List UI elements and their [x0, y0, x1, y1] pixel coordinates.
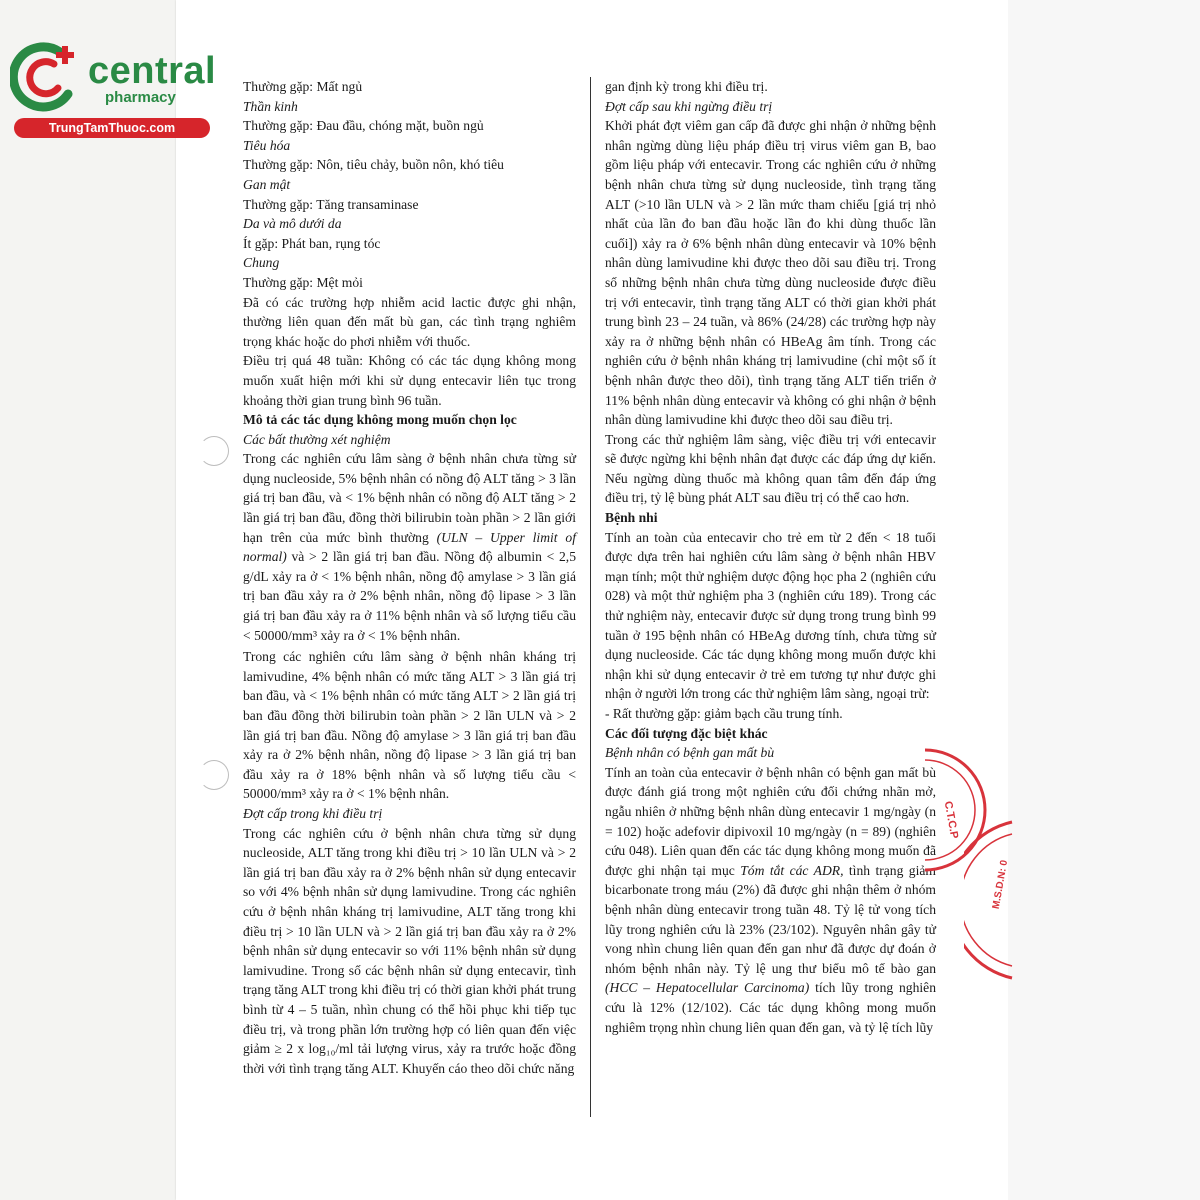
paragraph-text: tình trạng giảm bicarbonate trong máu (2%) đã được ghi nhận thêm ở nhóm bệnh nhân dùng entecavir trong tuần 48. Tỷ lệ tử vong tích lũy trong nghiên cứu là 23% (23/102). Nguyên nhân gây tử vong nhìn chung liên quan đến gan như đã được dự đoán ở nhóm bệnh nhân này. Tỷ lệ ung thư biểu mô tế bào gan	[605, 862, 936, 976]
paragraph-text: Tính an toàn của entecavir ở bệnh nhân có bệnh gan mất bù được đánh giá trong một nghiên cứu đối chứng nhãn mở, ngẫu nhiên ở những bệnh nhân dùng entecavir 1 mg/ngày (n = 102) hoặc adefovir dipivoxil 10 mg/ngày (n = 89) (nghiên cứu 048). Liên quan đến các tác dụng không mong muốn đã được ghi nhận tại mục	[605, 764, 936, 878]
right-column	[605, 77, 936, 1037]
text-line: Thường gặp: Mệt mỏi	[243, 274, 363, 290]
italic-text: (HCC – Hepatocellular Carcinoma)	[605, 980, 810, 996]
text-line: Ít gặp: Phát ban, rụng tóc	[243, 235, 381, 251]
section-heading: Chung	[243, 255, 280, 271]
paragraph	[605, 763, 936, 1037]
bold-heading: Bệnh nhi	[605, 510, 658, 526]
italic-text: (ULN – Upper limit of normal)	[243, 529, 576, 565]
paragraph	[243, 449, 576, 645]
paragraph: Khởi phát đợt viêm gan cấp đã được ghi nhận ở những bệnh nhân ngừng dùng liệu pháp điều trị virus viêm gan B, bao gồm liệu pháp với entecavir. Trong các nghiên cứu ở những bệnh nhân chưa từng sử dụng nucleoside, tình trạng tăng ALT (>10 lần ULN và > 2 lần mức tham chiếu [giá trị nhỏ nhất của lần đo ban đầu hoặc lần đo khi dùng thuốc lần cuối]) xảy ra ở 6% bệnh nhân dùng entecavir và 10% bệnh nhân dùng lamivudine khi được theo dõi sau điều trị. Trong số những bệnh nhân chưa từng dùng nucleoside được điều trị với entecavir, tình trạng tăng ALT có thời gian khởi phát trung bình 23 – 24 tuần, và 86% (24/28) các trường hợp này xảy ra ở những bệnh nhân có HBeAg âm tính. Trong các nghiên cứu ở bệnh nhân kháng trị lamivudine (chỉ một số ít bệnh nhân được theo dõi), tình trạng tăng ALT tiến triển ở 11% bệnh nhân dùng entecavir và không có ghi nhận ở bệnh nhân dùng lamivudine khi được theo dõi sau điều trị.	[605, 118, 936, 428]
logo-subtitle: pharmacy	[105, 89, 176, 106]
paragraph: Điều trị quá 48 tuần: Không có các tác dụng không mong muốn xuất hiện mới khi sử dụng entecavir liên tục trong khoảng thời gian trung bình 96 tuần.	[243, 353, 576, 408]
text-line: Thường gặp: Tăng transaminase	[243, 196, 419, 212]
text-line: Thường gặp: Mất ngủ	[243, 79, 363, 94]
stamp-text: C.T.C.P	[941, 800, 961, 840]
text-line: Thường gặp: Nôn, tiêu chảy, buồn nôn, khó tiêu	[243, 157, 504, 173]
text-line: gan định kỳ trong khi điều trị.	[605, 79, 768, 94]
section-heading: Các bất thường xét nghiệm	[243, 431, 391, 447]
text-line: - Rất thường gặp: giảm bạch cầu trung tính.	[605, 706, 843, 721]
company-stamp-large	[964, 820, 1014, 980]
logo-url-banner[interactable]: TrungTamThuoc.com	[14, 118, 210, 138]
paragraph: Trong các thử nghiệm lâm sàng, việc điều trị với entecavir sẽ được ngừng khi bệnh nhân đạt được các đáp ứng dự kiến. Nếu ngừng dùng thuốc mà không quan tâm đến đáp ứng điều trị, tỷ lệ bùng phát ALT sau điều trị có thể cao hơn.	[605, 431, 936, 506]
bold-heading: Các đối tượng đặc biệt khác	[605, 725, 768, 741]
column-divider	[590, 77, 591, 1117]
paragraph: Đã có các trường hợp nhiễm acid lactic được ghi nhận, thường liên quan đến mất bù gan, các tình trạng nghiêm trọng khác hoặc do phơi nhiễm với thuốc.	[243, 294, 576, 349]
punch-hole	[199, 760, 229, 790]
bold-heading: Mô tả các tác dụng không mong muốn chọn lọc	[243, 412, 517, 428]
section-heading: Đợt cấp trong khi điều trị	[243, 805, 383, 821]
punch-hole	[199, 436, 229, 466]
paragraph-text: và > 2 lần giá trị ban đầu. Nồng độ albumin < 2,5 g/dL xảy ra ở < 1% bệnh nhân, nồng độ amylase > 3 lần giá trị ban đầu xảy ra ở 2% bệnh nhân, nồng độ lipase > 3 lần giá trị ban đầu xảy ra ở 11% bệnh nhân và số lượng tiểu cầu < 50000/mm³ xảy ra ở < 1% bệnh nhân.	[243, 549, 576, 643]
section-heading: Da và mô dưới da	[243, 216, 342, 232]
paragraph: Trong các nghiên cứu ở bệnh nhân chưa từng sử dụng nucleoside, ALT tăng trong khi điều trị > 10 lần ULN và > 2 lần giá trị ban đầu xảy ra ở 2% bệnh nhân sử dụng entecavir so với 4% bệnh nhân sử dụng lamivudine. Trong các nghiên cứu ở bệnh nhân kháng trị lamivudine, ALT tăng trong khi điều trị > 10 lần ULN và > 2 lần giá trị ban đầu xảy ra ở 2% bệnh nhân sử dụng entecavir so với 11% bệnh nhân sử dụng lamivudine. Trong số các bệnh nhân sử dụng entecavir, tình trạng tăng ALT trong khi điều trị có thời gian khởi phát trung bình từ 4 – 5 tuần, nhìn chung có thể hồi phục khi tiếp tục điều trị, và trong phần lớn trường hợp có liên quan đến việc giảm ≥ 2 x log₁₀/ml tải lượng virus, xảy ra trước hoặc đồng thời với tình trạng tăng ALT. Khuyến cáo theo dõi chức năng	[243, 825, 576, 1076]
paragraph-text: tích lũy trong nghiên cứu là 12% (12/102). Các tác dụng không mong muốn nghiêm trọng nhìn chung liên quan đến gan, và tỷ lệ tích lũy	[605, 980, 936, 1035]
section-heading: Bệnh nhân có bệnh gan mất bù	[605, 745, 775, 761]
left-column	[243, 77, 576, 1078]
text-line: Thường gặp: Đau đầu, chóng mặt, buồn ngủ	[243, 118, 484, 134]
italic-text: Tóm tắt các ADR,	[740, 862, 844, 878]
paragraph: Tính an toàn của entecavir cho trẻ em từ 2 đến < 18 tuổi được dựa trên hai nghiên cứu lâm sàng ở bệnh nhân HBV mạn tính; một thử nghiệm dược động học pha 2 (nghiên cứu 028) và một thử nghiệm pha 3 (nghiên cứu 189). Trong các thử nghiệm này, entecavir được sử dụng trong trung bình 99 tuần ở 195 bệnh nhân có HBeAg dương tính, chưa từng sử dụng nucleoside. Các tác dụng không mong muốn được khi nhận khi sử dụng entecavir ở trẻ em tương tự như được ghi nhận ở người lớn trong các thử nghiệm lâm sàng, ngoại trừ:	[605, 529, 936, 702]
stamp-text: M.S.D.N: 0	[990, 859, 1011, 910]
section-heading: Tiêu hóa	[243, 137, 291, 153]
background-edge	[1008, 0, 1200, 1200]
paragraph: Trong các nghiên cứu lâm sàng ở bệnh nhân kháng trị lamivudine, 4% bệnh nhân có mức tăng ALT > 3 lần giá trị ban đầu, và < 1% bệnh nhân có mức tăng ALT > 2 lần giá trị ban đầu đồng thời bilirubin toàn phần > 2 lần ULN và > 2 lần giá trị ban đầu. Nồng độ amylase > 3 lần giá trị ban đầu xảy ra ở 2% bệnh nhân, nồng độ lipase > 3 lần giá trị ban đầu xảy ra ở 18% bệnh nhân và số lượng tiểu cầu < 50000/mm³ xảy ra ở < 1% bệnh nhân.	[243, 649, 576, 802]
logo-name: central	[88, 50, 217, 92]
logo-mark-icon	[10, 38, 90, 118]
section-heading: Thần kinh	[243, 98, 298, 114]
paragraph-text: Trong các nghiên cứu lâm sàng ở bệnh nhân chưa từng sử dụng nucleoside, 5% bệnh nhân có nồng độ ALT tăng > 3 lần giá trị ban đầu, và < 1% bệnh nhân có nồng độ ALT tăng > 2 lần giá trị ban đầu, đồng thời bilirubin toàn phần > 2 lần giới hạn trên của mức bình thường	[243, 451, 576, 545]
section-heading: Gan mật	[243, 176, 291, 192]
section-heading: Đợt cấp sau khi ngừng điều trị	[605, 98, 773, 114]
